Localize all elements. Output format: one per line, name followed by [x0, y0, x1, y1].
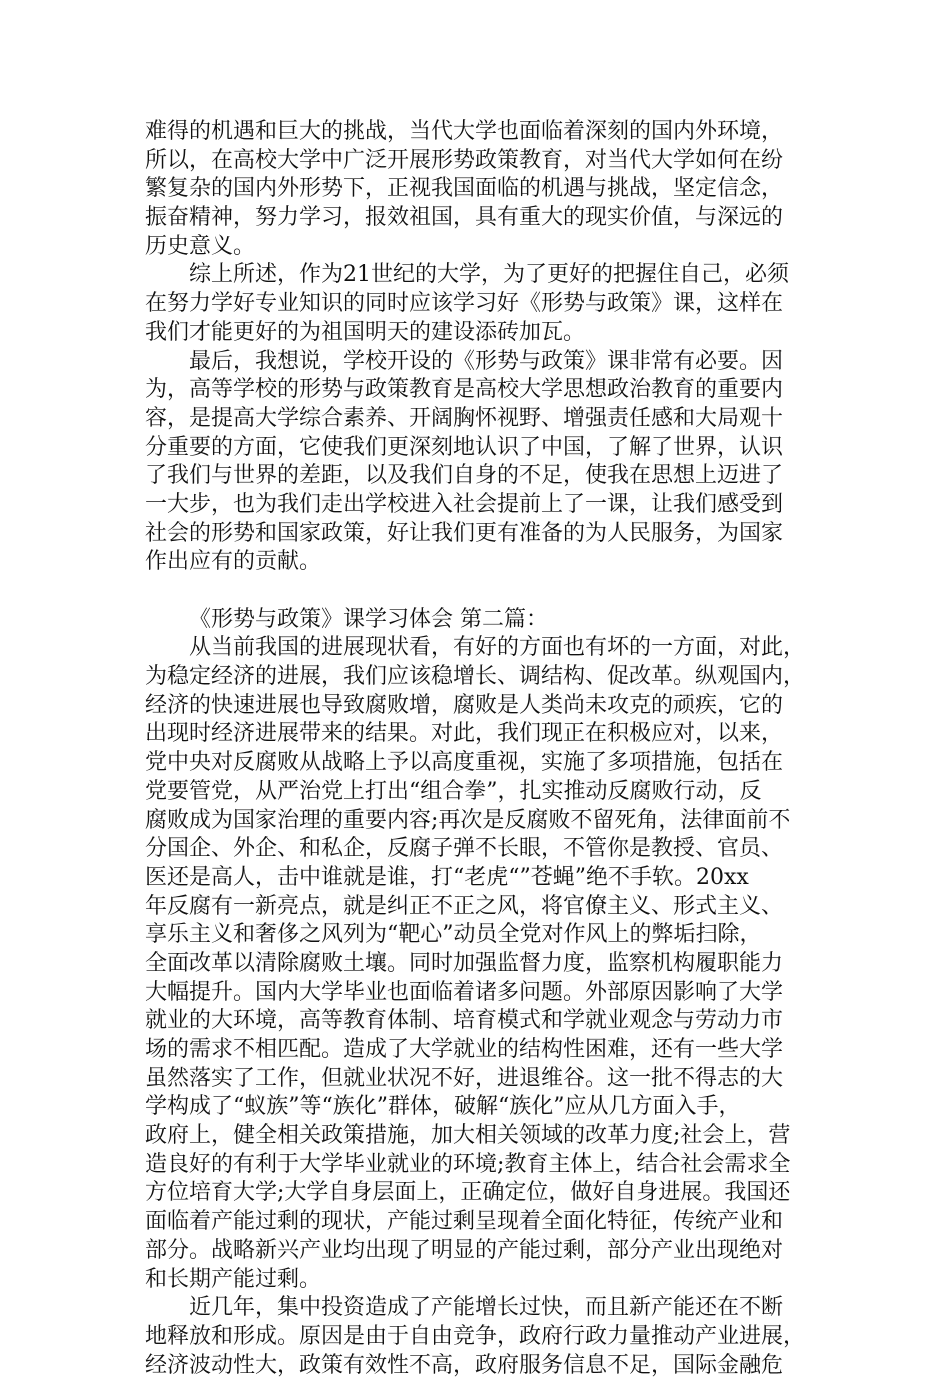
text-line: 繁复杂的国内外形势下，正视我国面临的机遇与挑战，坚定信念，	[145, 176, 784, 202]
text-line: 腐败成为国家治理的重要内容;再次是反腐败不留死角，法律面前不	[145, 807, 791, 833]
text-line: 方位培育大学;大学自身层面上，正确定位，做好自身进展。我国还	[145, 1180, 791, 1206]
text-line: 在努力学好专业知识的同时应该学习好《形势与政策》课，这样在	[145, 291, 784, 317]
text-line: 全面改革以清除腐败土壤。同时加强监督力度，监察机构履职能力	[145, 950, 784, 976]
text-line: 分重要的方面，它使我们更深刻地认识了中国，了解了世界，认识	[145, 434, 784, 460]
text-line: 我们才能更好的为祖国明天的建设添砖加瓦。	[145, 319, 586, 345]
text-line: 党要管党，从严治党上打出“组合拳”，扎实推动反腐败行动，反	[145, 778, 762, 804]
text-line: 虽然落实了工作，但就业状况不好，进退维谷。这一批不得志的大	[145, 1065, 784, 1091]
text-line: 为稳定经济的进展，我们应该稳增长、调结构、促改革。纵观国内，	[145, 664, 806, 690]
text-line: 大幅提升。国内大学毕业也面临着诸多问题。外部原因影响了大学	[145, 979, 784, 1005]
text-line: 年反腐有一新亮点，就是纠正不正之风，将官僚主义、形式主义、	[145, 893, 784, 919]
text-line: 近几年，集中投资造成了产能增长过快，而且新产能还在不断	[189, 1295, 784, 1321]
text-line: 和长期产能过剩。	[145, 1266, 322, 1292]
text-line: 最后，我想说，学校开设的《形势与政策》课非常有必要。因	[189, 348, 784, 374]
text-line: 出现时经济进展带来的结果。对此，我们现正在积极应对，以来，	[145, 721, 784, 747]
text-line: 造良好的有利于大学毕业就业的环境;教育主体上，结合社会需求全	[145, 1151, 791, 1177]
text-line: 从当前我国的进展现状看，有好的方面也有坏的一方面，对此，	[189, 635, 806, 661]
text-line: 医还是高人，击中谁就是谁，打“老虎“”苍蝇”绝不手软。20xx	[145, 864, 749, 890]
text-line: 历史意义。	[145, 233, 256, 259]
text-line: 作出应有的贡献。	[145, 549, 322, 575]
text-line: 为，高等学校的形势与政策教育是高校大学思想政治教育的重要内	[145, 377, 784, 403]
text-line: 地释放和形成。原因是由于自由竞争，政府行政力量推动产业进展，	[145, 1323, 806, 1349]
text-line: 经济波动性大，政策有效性不高，政府服务信息不足，国际金融危	[145, 1352, 784, 1378]
text-line: 党中央对反腐败从战略上予以高度重视，实施了多项措施，包括在	[145, 750, 784, 776]
text-line: 综上所述，作为21世纪的大学，为了更好的把握住自己，必须	[189, 262, 789, 288]
paragraph-gap	[145, 577, 825, 606]
text-line: 振奋精神，努力学习，报效祖国，具有重大的现实价值，与深远的	[145, 205, 784, 231]
text-line: 分国企、外企、和私企，反腐子弹不长眼，不管你是教授、官员、	[145, 836, 784, 862]
text-line: 就业的大环境，高等教育体制、培育模式和学就业观念与劳动力市	[145, 1008, 784, 1034]
text-line: 部分。战略新兴产业均出现了明显的产能过剩，部分产业出现绝对	[145, 1237, 784, 1263]
text-line: 社会的形势和国家政策，好让我们更有准备的为人民服务，为国家	[145, 520, 784, 546]
text-line: 场的需求不相匹配。造成了大学就业的结构性困难，还有一些大学	[145, 1037, 784, 1062]
text-line: 所以，在高校大学中广泛开展形势政策教育，对当代大学如何在纷	[145, 147, 784, 173]
text-line: 一大步，也为我们走出学校进入社会提前上了一课，让我们感受到	[145, 491, 784, 517]
text-line: 难得的机遇和巨大的挑战，当代大学也面临着深刻的国内外环境，	[145, 119, 784, 144]
text-line: 了我们与世界的差距，以及我们自身的不足，使我在思想上迈进了	[145, 463, 784, 489]
text-line: 容，是提高大学综合素养、开阔胸怀视野、增强责任感和大局观十	[145, 405, 784, 431]
text-line: 政府上，健全相关政策措施，加大相关领域的改革力度;社会上，营	[145, 1123, 791, 1149]
document-page	[145, 118, 825, 1380]
text-line: 面临着产能过剩的现状，产能过剩呈现着全面化特征，传统产业和	[145, 1209, 784, 1235]
text-line: 学构成了“蚁族”等“族化”群体，破解“族化”应从几方面入手，	[145, 1094, 741, 1120]
text-line: 经济的快速进展也导致腐败增，腐败是人类尚未攻克的顽疾，它的	[145, 692, 784, 718]
text-line: 享乐主义和奢侈之风列为“靶心”动员全党对作风上的弊垢扫除，	[145, 922, 762, 948]
section-heading: 《形势与政策》课学习体会 第二篇：	[189, 606, 548, 632]
